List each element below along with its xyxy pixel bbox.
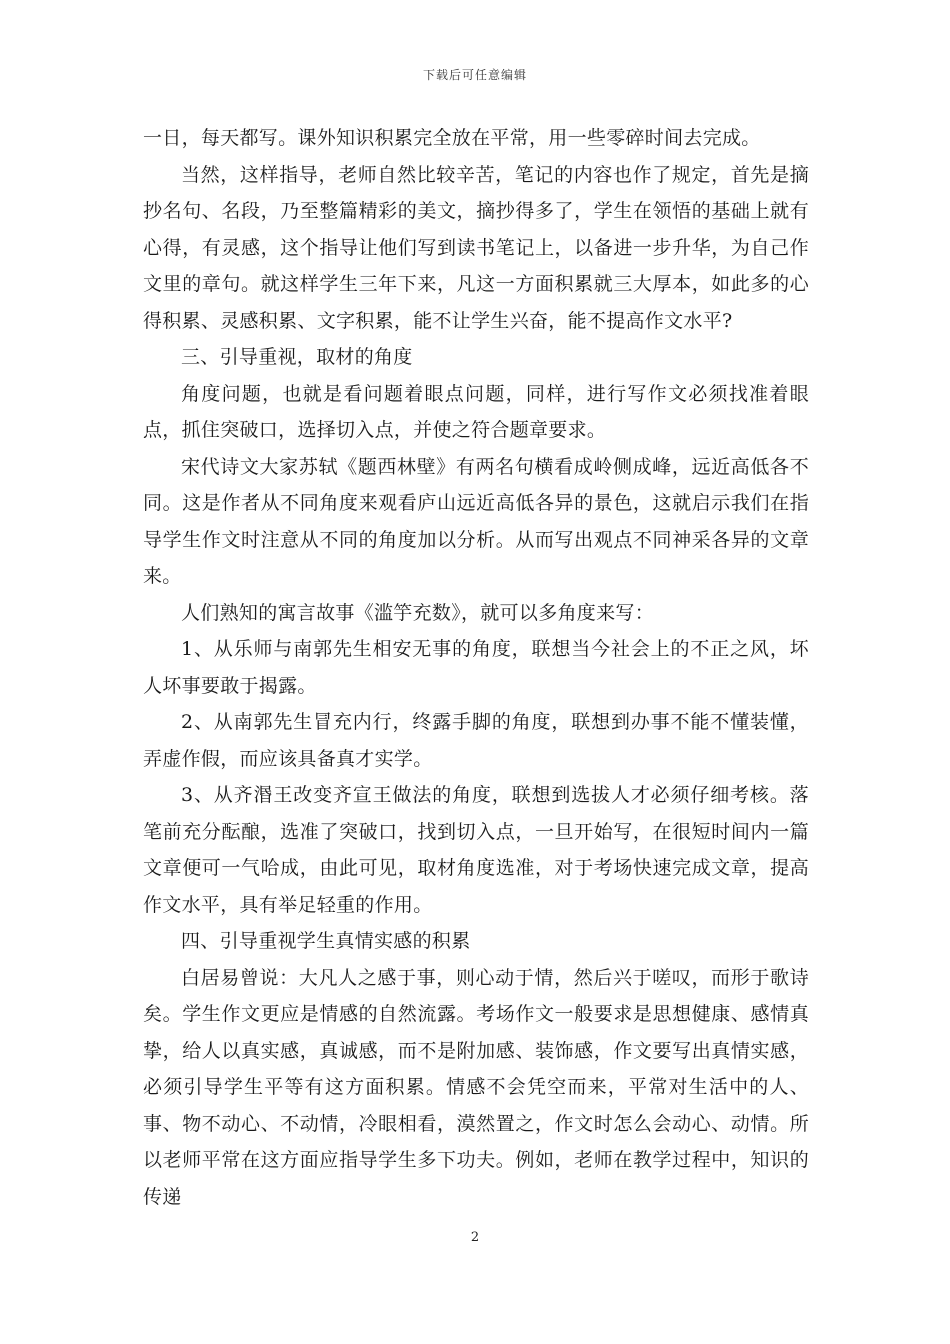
page-header: 下载后可任意编辑 <box>422 68 527 82</box>
body-text <box>143 120 809 1215</box>
paragraph: 白居易曾说：大凡人之感于事，则心动于情，然后兴于嗟叹，而形于歌诗矣。学生作文更应是情感的自然流露。考场作文一般要求是思想健康、感情真挚，给人以真实感，真诚感，而不是附加感、装饰感，作文要写出真情实感，必须引导学生平等有这方面积累。情感不会凭空而来，平常对生活中的人、事、物不动心、不动情，冷眼相看，漠然置之，作文时怎么会动心、动情。所以老师平常在这方面应指导学生多下功夫。例如，老师在教学过程中，知识的传递 <box>143 966 809 1208</box>
list-item: 1、从乐师与南郭先生相安无事的角度，联想当今社会上的不正之风，坏人坏事要敢于揭露。 <box>143 638 809 697</box>
paragraph: 角度问题，也就是看问题着眼点问题，同样，进行写作文必须找准着眼点，抓住突破口，选择切入点，并使之符合题章要求。 <box>143 382 809 441</box>
paragraph: 当然，这样指导，老师自然比较辛苦，笔记的内容也作了规定，首先是摘抄名句、名段，乃至整篇精彩的美文，摘抄得多了，学生在领悟的基础上就有心得，有灵感，这个指导让他们写到读书笔记上，以备进一步升华，为自己作文里的章句。就这样学生三年下来，凡这一方面积累就三大厚本，如此多的心得积累、灵感积累、文字积累，能不让学生兴奋，能不提高作文水平? <box>143 163 809 332</box>
list-item: 3、从齐湣王改变齐宣王做法的角度，联想到选拔人才必须仔细考核。落笔前充分酝酿，选准了突破口，找到切入点，一旦开始写，在很短时间内一篇文章便可一气哈成，由此可见，取材角度选准，对于考场快速完成文章，提高作文水平，具有举足轻重的作用。 <box>143 784 809 916</box>
section-heading: 三、引导重视，取材的角度 <box>181 346 413 368</box>
paragraph: 一日，每天都写。课外知识积累完全放在平常，用一些零碎时间去完成。 <box>143 127 761 149</box>
page-number: 2 <box>470 1230 480 1245</box>
paragraph: 宋代诗文大家苏轼《题西林壁》有两名句横看成岭侧成峰，远近高低各不同。这是作者从不同角度来观看庐山远近高低各异的景色，这就启示我们在指导学生作文时注意从不同的角度加以分析。从而写出观点不同神采各异的文章来。 <box>143 455 809 587</box>
section-heading: 四、引导重视学生真情实感的积累 <box>181 930 471 952</box>
list-item: 2、从南郭先生冒充内行，终露手脚的角度，联想到办事不能不懂装懂，弄虚作假，而应该具备真才实学。 <box>143 711 809 770</box>
paragraph: 人们熟知的寓言故事《滥竽充数》，就可以多角度来写： <box>181 601 655 624</box>
